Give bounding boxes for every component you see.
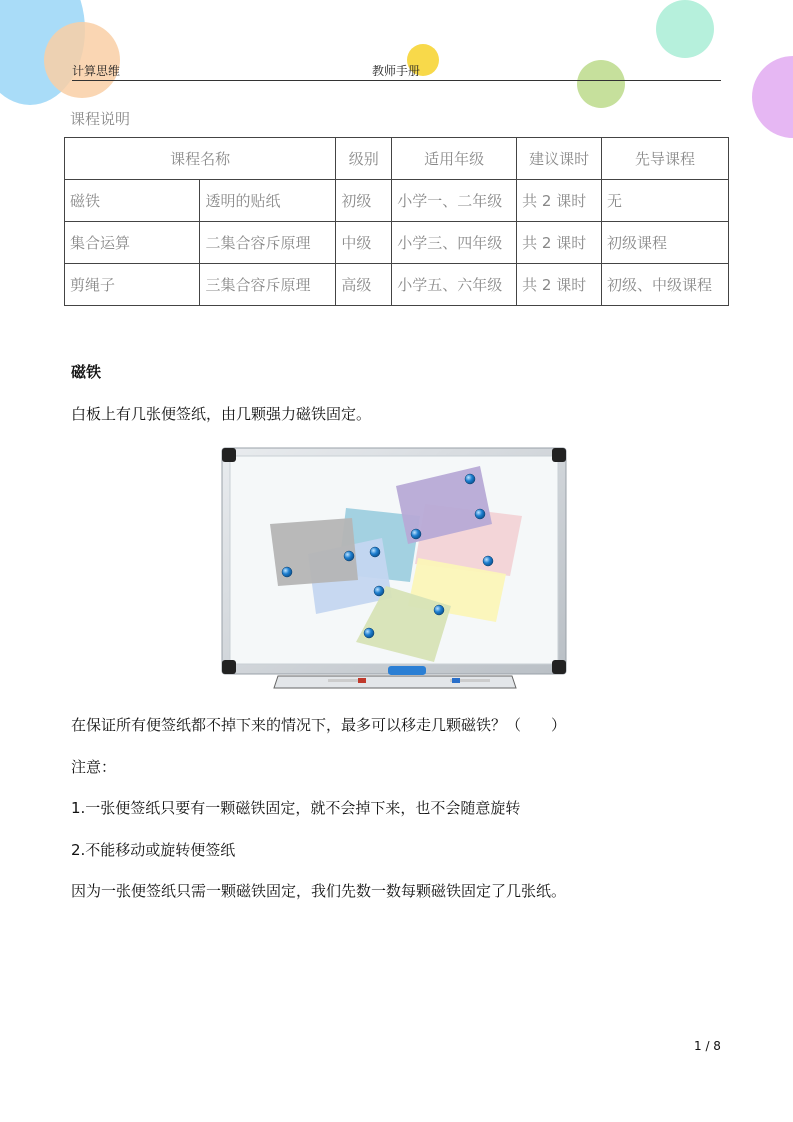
decor-bubble-mint — [656, 0, 714, 58]
table-cell: 初级、中级课程 — [602, 264, 729, 306]
table-header-cell: 建议课时 — [517, 138, 602, 180]
table-cell: 小学一、二年级 — [392, 180, 517, 222]
header-center-title: 教师手册 — [372, 64, 421, 78]
whiteboard-illustration — [220, 446, 568, 692]
table-cell: 三集合容斥原理 — [200, 264, 336, 306]
magnet-icon — [370, 547, 380, 557]
question-text: 在保证所有便签纸都不掉下来的情况下，最多可以移走几颗磁铁？（ ） — [71, 716, 567, 734]
table-header-cell: 适用年级 — [392, 138, 517, 180]
table-cell: 无 — [602, 180, 729, 222]
eraser-icon — [388, 666, 426, 675]
table-cell: 透明的贴纸 — [200, 180, 336, 222]
magnet-icon — [374, 586, 384, 596]
table-row — [65, 180, 729, 222]
magnet-icon — [411, 529, 421, 539]
header-left-title: 计算思维 — [72, 64, 121, 78]
explanation-text: 因为一张便签纸只需一颗磁铁固定，我们先数一数每颗磁铁固定了几张纸。 — [71, 882, 567, 900]
magnet-icon — [483, 556, 493, 566]
magnet-icon — [475, 509, 485, 519]
note-item: 2.不能移动或旋转便签纸 — [71, 841, 236, 859]
decor-bubble-purple — [752, 56, 793, 138]
marker-blue-icon — [452, 678, 460, 683]
table-header-row — [65, 138, 729, 180]
table-cell: 小学五、六年级 — [392, 264, 517, 306]
page-header — [72, 60, 721, 81]
table-cell: 初级课程 — [602, 222, 729, 264]
table-cell: 集合运算 — [65, 222, 200, 264]
table-row — [65, 264, 729, 306]
corner-cap — [222, 448, 236, 462]
magnet-icon — [465, 474, 475, 484]
table-cell: 二集合容斥原理 — [200, 222, 336, 264]
intro-text: 白板上有几张便签纸，由几颗强力磁铁固定。 — [71, 405, 372, 423]
table-cell: 小学三、四年级 — [392, 222, 517, 264]
page-number: 1 / 8 — [694, 1039, 721, 1053]
note-item: 1.一张便签纸只要有一颗磁铁固定，就不会掉下来，也不会随意旋转 — [71, 799, 521, 817]
table-cell: 磁铁 — [65, 180, 200, 222]
table-header-cell: 级别 — [336, 138, 392, 180]
table-row — [65, 222, 729, 264]
table-cell: 共 2 课时 — [517, 222, 602, 264]
magnet-icon — [364, 628, 374, 638]
corner-cap — [552, 660, 566, 674]
corner-cap — [222, 660, 236, 674]
note-label: 注意： — [71, 758, 117, 776]
sticky-note-gray — [270, 518, 358, 586]
table-cell: 高级 — [336, 264, 392, 306]
section-title: 磁铁 — [71, 363, 102, 381]
table-cell: 共 2 课时 — [517, 180, 602, 222]
corner-cap — [552, 448, 566, 462]
magnet-icon — [282, 567, 292, 577]
table-cell: 初级 — [336, 180, 392, 222]
magnet-icon — [344, 551, 354, 561]
section-label: 课程说明 — [70, 110, 131, 128]
table-header-cell: 课程名称 — [65, 138, 336, 180]
table-cell: 剪绳子 — [65, 264, 200, 306]
table-header-cell: 先导课程 — [602, 138, 729, 180]
magnet-icon — [434, 605, 444, 615]
table-cell: 共 2 课时 — [517, 264, 602, 306]
course-table — [64, 137, 729, 306]
marker-red-icon — [358, 678, 366, 683]
table-cell: 中级 — [336, 222, 392, 264]
